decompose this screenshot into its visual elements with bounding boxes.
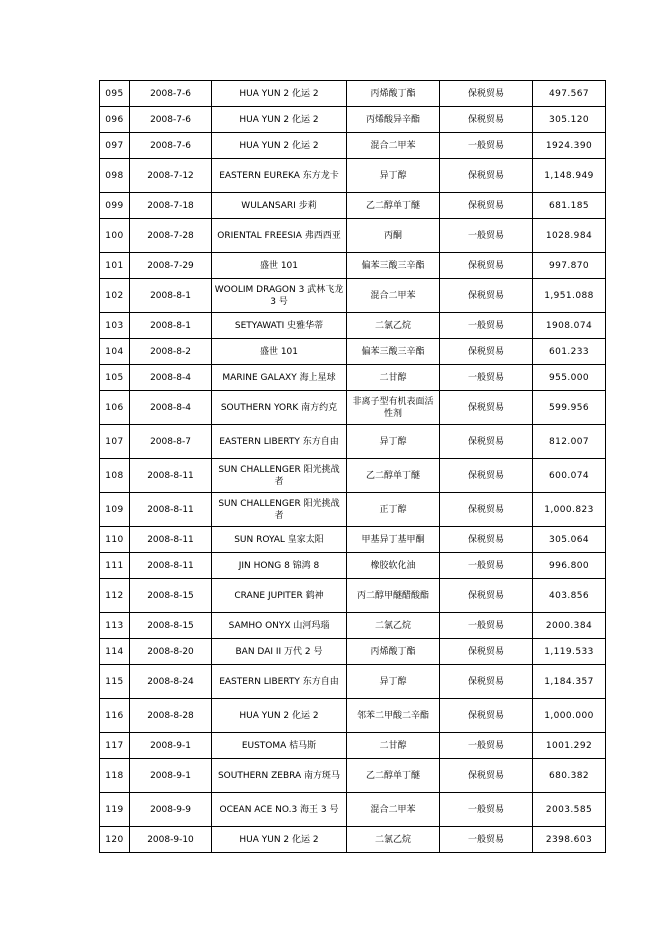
cargo-name-cell: 非离子型有机表面活性剂: [347, 391, 440, 425]
table-row: [100, 279, 606, 313]
table-row: [100, 81, 606, 107]
table-row: [100, 313, 606, 339]
cargo-name-cell: 丙酮: [347, 219, 440, 253]
vessel-name-cell: SETYAWATI 史雅华蒂: [212, 313, 347, 339]
quantity-cell: 997.870: [533, 253, 606, 279]
quantity-cell: 1,000.823: [533, 493, 606, 527]
arrival-date-cell: 2008-8-11: [130, 553, 212, 579]
vessel-name-cell: EUSTOMA 桔马斯: [212, 733, 347, 759]
table-row: [100, 133, 606, 159]
trade-type-cell: 一般贸易: [440, 553, 533, 579]
row-number-cell: 111: [100, 553, 130, 579]
arrival-date-cell: 2008-8-11: [130, 527, 212, 553]
quantity-cell: 2000.384: [533, 613, 606, 639]
cargo-name-cell: 正丁醇: [347, 493, 440, 527]
quantity-cell: 2398.603: [533, 827, 606, 853]
table-row: [100, 759, 606, 793]
trade-type-cell: 保税贸易: [440, 459, 533, 493]
vessel-name-cell: JIN HONG 8 锦鸿 8: [212, 553, 347, 579]
arrival-date-cell: 2008-9-10: [130, 827, 212, 853]
arrival-date-cell: 2008-7-12: [130, 159, 212, 193]
cargo-name-cell: 偏苯三酸三辛酯: [347, 253, 440, 279]
trade-type-cell: 保税贸易: [440, 665, 533, 699]
table-row: [100, 827, 606, 853]
row-number-cell: 096: [100, 107, 130, 133]
row-number-cell: 097: [100, 133, 130, 159]
arrival-date-cell: 2008-7-29: [130, 253, 212, 279]
vessel-name-cell: HUA YUN 2 化运 2: [212, 133, 347, 159]
table-row: [100, 527, 606, 553]
row-number-cell: 119: [100, 793, 130, 827]
cargo-name-cell: 乙二醇单丁醚: [347, 759, 440, 793]
trade-type-cell: 保税贸易: [440, 699, 533, 733]
arrival-date-cell: 2008-8-20: [130, 639, 212, 665]
arrival-date-cell: 2008-9-9: [130, 793, 212, 827]
table-row: [100, 699, 606, 733]
arrival-date-cell: 2008-8-1: [130, 279, 212, 313]
trade-type-cell: 一般贸易: [440, 827, 533, 853]
quantity-cell: 812.007: [533, 425, 606, 459]
quantity-cell: 1001.292: [533, 733, 606, 759]
trade-type-cell: 保税贸易: [440, 81, 533, 107]
quantity-cell: 599.956: [533, 391, 606, 425]
arrival-date-cell: 2008-8-28: [130, 699, 212, 733]
cargo-name-cell: 丙二醇甲醚醋酸酯: [347, 579, 440, 613]
table-row: [100, 253, 606, 279]
vessel-name-cell: HUA YUN 2 化运 2: [212, 827, 347, 853]
trade-type-cell: 保税贸易: [440, 253, 533, 279]
vessel-name-cell: SUN CHALLENGER 阳光挑战者: [212, 459, 347, 493]
quantity-cell: 955.000: [533, 365, 606, 391]
quantity-cell: 403.856: [533, 579, 606, 613]
cargo-name-cell: 异丁醇: [347, 425, 440, 459]
vessel-name-cell: EASTERN LIBERTY 东方自由: [212, 665, 347, 699]
shipment-table: [99, 80, 606, 853]
row-number-cell: 108: [100, 459, 130, 493]
trade-type-cell: 保税贸易: [440, 107, 533, 133]
quantity-cell: 1,119.533: [533, 639, 606, 665]
arrival-date-cell: 2008-8-4: [130, 365, 212, 391]
cargo-name-cell: 乙二醇单丁醚: [347, 459, 440, 493]
trade-type-cell: 保税贸易: [440, 391, 533, 425]
trade-type-cell: 一般贸易: [440, 133, 533, 159]
row-number-cell: 095: [100, 81, 130, 107]
vessel-name-cell: BAN DAI II 万代 2 号: [212, 639, 347, 665]
cargo-name-cell: 偏苯三酸三辛酯: [347, 339, 440, 365]
quantity-cell: 1908.074: [533, 313, 606, 339]
vessel-name-cell: SUN CHALLENGER 阳光挑战者: [212, 493, 347, 527]
arrival-date-cell: 2008-9-1: [130, 733, 212, 759]
arrival-date-cell: 2008-8-15: [130, 579, 212, 613]
row-number-cell: 100: [100, 219, 130, 253]
table-row: [100, 365, 606, 391]
vessel-name-cell: WULANSARI 步莉: [212, 193, 347, 219]
trade-type-cell: 保税贸易: [440, 759, 533, 793]
vessel-name-cell: SUN ROYAL 皇家太阳: [212, 527, 347, 553]
cargo-name-cell: 丙烯酸异辛酯: [347, 107, 440, 133]
arrival-date-cell: 2008-8-15: [130, 613, 212, 639]
arrival-date-cell: 2008-7-6: [130, 107, 212, 133]
quantity-cell: 601.233: [533, 339, 606, 365]
table-row: [100, 425, 606, 459]
arrival-date-cell: 2008-8-24: [130, 665, 212, 699]
quantity-cell: 497.567: [533, 81, 606, 107]
table-row: [100, 107, 606, 133]
arrival-date-cell: 2008-9-1: [130, 759, 212, 793]
row-number-cell: 120: [100, 827, 130, 853]
trade-type-cell: 保税贸易: [440, 159, 533, 193]
arrival-date-cell: 2008-7-28: [130, 219, 212, 253]
table-row: [100, 665, 606, 699]
cargo-name-cell: 异丁醇: [347, 159, 440, 193]
row-number-cell: 109: [100, 493, 130, 527]
cargo-name-cell: 二甘醇: [347, 733, 440, 759]
table-row: [100, 339, 606, 365]
cargo-name-cell: 混合二甲苯: [347, 133, 440, 159]
table-row: [100, 793, 606, 827]
arrival-date-cell: 2008-8-2: [130, 339, 212, 365]
table-row: [100, 391, 606, 425]
trade-type-cell: 保税贸易: [440, 193, 533, 219]
cargo-name-cell: 二氯乙烷: [347, 827, 440, 853]
vessel-name-cell: MARINE GALAXY 海上星球: [212, 365, 347, 391]
vessel-name-cell: HUA YUN 2 化运 2: [212, 699, 347, 733]
quantity-cell: 305.064: [533, 527, 606, 553]
cargo-name-cell: 异丁醇: [347, 665, 440, 699]
quantity-cell: 1924.390: [533, 133, 606, 159]
vessel-name-cell: EASTERN EUREKA 东方龙卡: [212, 159, 347, 193]
quantity-cell: 305.120: [533, 107, 606, 133]
vessel-name-cell: SAMHO ONYX 山河玛瑙: [212, 613, 347, 639]
row-number-cell: 104: [100, 339, 130, 365]
arrival-date-cell: 2008-7-6: [130, 133, 212, 159]
row-number-cell: 101: [100, 253, 130, 279]
table-row: [100, 219, 606, 253]
cargo-name-cell: 二氯乙烷: [347, 313, 440, 339]
vessel-name-cell: OCEAN ACE NO.3 海王 3 号: [212, 793, 347, 827]
row-number-cell: 116: [100, 699, 130, 733]
table-row: [100, 639, 606, 665]
cargo-name-cell: 邻苯二甲酸二辛酯: [347, 699, 440, 733]
row-number-cell: 112: [100, 579, 130, 613]
arrival-date-cell: 2008-7-6: [130, 81, 212, 107]
row-number-cell: 118: [100, 759, 130, 793]
row-number-cell: 103: [100, 313, 130, 339]
table-row: [100, 459, 606, 493]
quantity-cell: 996.800: [533, 553, 606, 579]
quantity-cell: 600.074: [533, 459, 606, 493]
trade-type-cell: 一般贸易: [440, 793, 533, 827]
row-number-cell: 098: [100, 159, 130, 193]
vessel-name-cell: ORIENTAL FREESIA 弗西西亚: [212, 219, 347, 253]
row-number-cell: 107: [100, 425, 130, 459]
trade-type-cell: 一般贸易: [440, 613, 533, 639]
trade-type-cell: 一般贸易: [440, 313, 533, 339]
cargo-name-cell: 二氯乙烷: [347, 613, 440, 639]
vessel-name-cell: HUA YUN 2 化运 2: [212, 81, 347, 107]
cargo-name-cell: 混合二甲苯: [347, 793, 440, 827]
arrival-date-cell: 2008-8-1: [130, 313, 212, 339]
cargo-name-cell: 橡胶软化油: [347, 553, 440, 579]
trade-type-cell: 保税贸易: [440, 579, 533, 613]
cargo-name-cell: 甲基异丁基甲酮: [347, 527, 440, 553]
cargo-name-cell: 丙烯酸丁酯: [347, 639, 440, 665]
table-row: [100, 733, 606, 759]
quantity-cell: 1,148.949: [533, 159, 606, 193]
trade-type-cell: 一般贸易: [440, 733, 533, 759]
vessel-name-cell: SOUTHERN YORK 南方约克: [212, 391, 347, 425]
row-number-cell: 099: [100, 193, 130, 219]
trade-type-cell: 保税贸易: [440, 527, 533, 553]
row-number-cell: 114: [100, 639, 130, 665]
row-number-cell: 110: [100, 527, 130, 553]
row-number-cell: 113: [100, 613, 130, 639]
row-number-cell: 106: [100, 391, 130, 425]
row-number-cell: 117: [100, 733, 130, 759]
quantity-cell: 1028.984: [533, 219, 606, 253]
arrival-date-cell: 2008-7-18: [130, 193, 212, 219]
vessel-name-cell: EASTERN LIBERTY 东方自由: [212, 425, 347, 459]
table-row: [100, 613, 606, 639]
cargo-name-cell: 二甘醇: [347, 365, 440, 391]
arrival-date-cell: 2008-8-7: [130, 425, 212, 459]
table-row: [100, 193, 606, 219]
arrival-date-cell: 2008-8-4: [130, 391, 212, 425]
row-number-cell: 105: [100, 365, 130, 391]
trade-type-cell: 保税贸易: [440, 279, 533, 313]
vessel-name-cell: CRANE JUPITER 鹤神: [212, 579, 347, 613]
trade-type-cell: 一般贸易: [440, 219, 533, 253]
quantity-cell: 1,184.357: [533, 665, 606, 699]
trade-type-cell: 保税贸易: [440, 339, 533, 365]
vessel-name-cell: SOUTHERN ZEBRA 南方斑马: [212, 759, 347, 793]
vessel-name-cell: 盛世 101: [212, 339, 347, 365]
trade-type-cell: 保税贸易: [440, 493, 533, 527]
row-number-cell: 115: [100, 665, 130, 699]
quantity-cell: 1,951.088: [533, 279, 606, 313]
quantity-cell: 680.382: [533, 759, 606, 793]
row-number-cell: 102: [100, 279, 130, 313]
quantity-cell: 1,000.000: [533, 699, 606, 733]
shipment-table-body: [100, 81, 606, 853]
table-row: [100, 553, 606, 579]
cargo-name-cell: 丙烯酸丁酯: [347, 81, 440, 107]
trade-type-cell: 保税贸易: [440, 639, 533, 665]
vessel-name-cell: 盛世 101: [212, 253, 347, 279]
cargo-name-cell: 乙二醇单丁醚: [347, 193, 440, 219]
table-row: [100, 579, 606, 613]
table-row: [100, 159, 606, 193]
quantity-cell: 2003.585: [533, 793, 606, 827]
vessel-name-cell: HUA YUN 2 化运 2: [212, 107, 347, 133]
cargo-name-cell: 混合二甲苯: [347, 279, 440, 313]
table-row: [100, 493, 606, 527]
vessel-name-cell: WOOLIM DRAGON 3 武林飞龙 3 号: [212, 279, 347, 313]
arrival-date-cell: 2008-8-11: [130, 493, 212, 527]
trade-type-cell: 保税贸易: [440, 425, 533, 459]
arrival-date-cell: 2008-8-11: [130, 459, 212, 493]
trade-type-cell: 一般贸易: [440, 365, 533, 391]
quantity-cell: 681.185: [533, 193, 606, 219]
